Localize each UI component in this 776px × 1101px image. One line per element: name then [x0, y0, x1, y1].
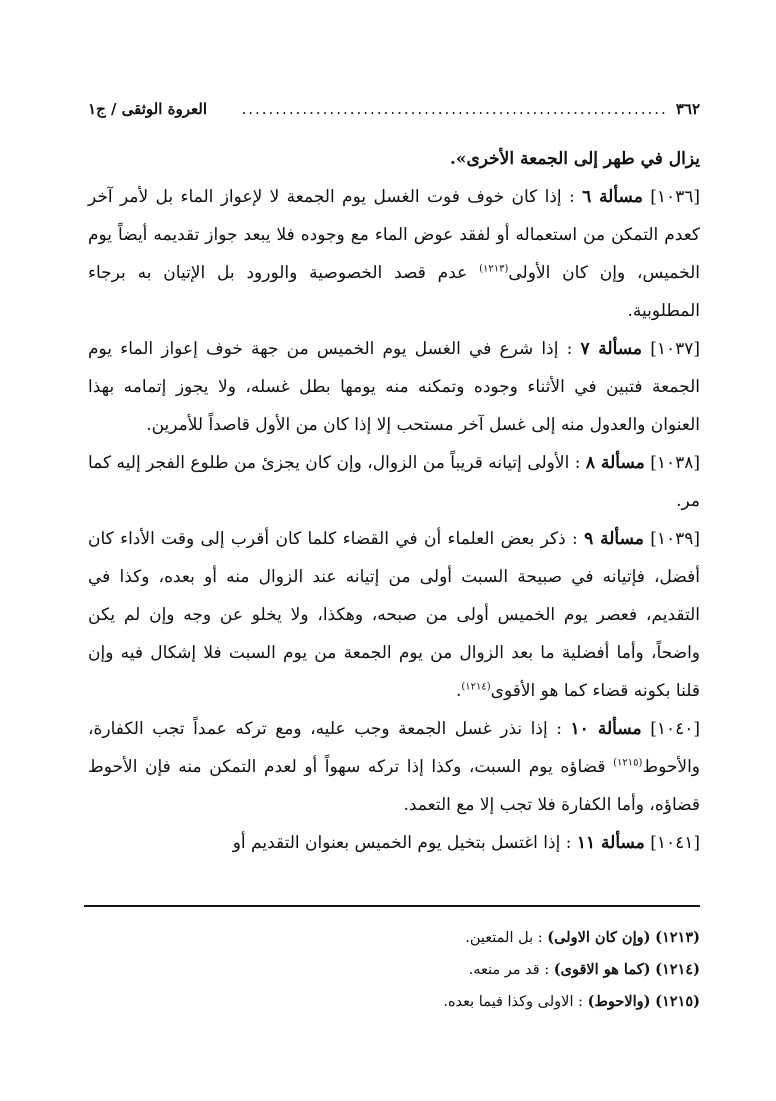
footnote-marker: (١٢١٤) — [461, 681, 491, 693]
paragraph-text-after: . — [455, 681, 462, 701]
masala-paragraph — [88, 710, 700, 824]
masala-paragraph — [88, 520, 700, 710]
footnote-number: (١٢١٥) — [655, 993, 700, 1010]
book-title: العروة الوثقى / ج١ — [88, 100, 207, 118]
paragraph-text: : إذا نذر غسل الجمعة وجب عليه، ومع تركه عمداً تجب الكفارة، والأحوط — [88, 719, 700, 777]
masala-paragraph — [88, 444, 700, 520]
masala-number: [١٠٤١] — [650, 833, 700, 853]
footnote-item — [88, 986, 700, 1018]
footnote-text: : بل المتعين. — [465, 930, 543, 946]
footnote-number: (١٢١٣) — [655, 929, 700, 946]
footnote-marker: (١٢١٥) — [613, 757, 643, 769]
footnote-reference: (والاحوط) — [587, 993, 651, 1010]
masala-paragraph — [88, 824, 700, 862]
masala-paragraph — [88, 178, 700, 330]
footnote-separator — [84, 905, 700, 907]
footnote-marker: (١٢١٣) — [479, 263, 509, 275]
masala-number: [١٠٣٨] — [650, 453, 701, 473]
masala-label: مسألة ٨ — [585, 453, 645, 473]
paragraph-text-after: قضاؤه يوم السبت، وكذا إذا تركه سهواً أو لعدم التمكن منه فإن الأحوط قضاؤه، وأما الكفارة فلا تجب إلا مع التعمد. — [88, 757, 700, 815]
footnote-reference: (كما هو الاقوى) — [553, 961, 651, 978]
header-leader-dots: ............................................................... — [241, 100, 668, 118]
paragraph-text: : إذا اغتسل بتخيل يوم الخميس بعنوان التقديم أو — [232, 833, 572, 853]
paragraph-text: : الأولى إتيانه قريباً من الزوال، وإن كان يجزئ من طلوع الفجر إليه كما مر. — [88, 453, 700, 511]
paragraph-text: : إذا شرع في الغسل يوم الخميس من جهة خوف إعواز الماء يوم الجمعة فتبين في الأثناء وجوده وتمكنه منه يومها بطل غسله، ولا يجوز إتمامه بهذا العنوان والعدول منه إلى غسل آخر مستحب إلا إذا كان من الأول قاصداً للأمرين. — [88, 339, 700, 435]
footnote-item — [88, 954, 700, 986]
footnote-number: (١٢١٤) — [655, 961, 700, 978]
masala-label: مسألة ٦ — [582, 187, 643, 207]
paragraph-text: : إذا كان خوف فوت الغسل يوم الجمعة لا لإعواز الماء بل لأمر آخر كعدم التمكن من استعماله أو لفقد عوض الماء مع وجوده فلا يبعد جواز تقديمه أيضاً يوم الخميس، وإن كان الأولى — [88, 187, 700, 283]
main-text — [88, 140, 700, 862]
masala-number: [١٠٣٩] — [650, 529, 701, 549]
paragraph-text: : ذكر بعض العلماء أن في القضاء كلما كان أقرب إلى وقت الأداء كان أفضل، فإتيانه في صبيحة السبت أولى من إتيانه عند الزوال منه أو بعده، وكذا في التقديم، فعصر يوم الخميس أولى من صبحه، وهكذا، ولا يخلو عن وجه وإن لم يكن واضحاً، وأما أفضلية ما بعد الزوال من يوم الجمعة من يوم السبت فلا إشكال فيه وإن قلنا بكونه قضاء كما هو الأقوى — [88, 529, 700, 701]
masala-label: مسألة ١٠ — [570, 719, 642, 739]
running-header — [88, 94, 700, 124]
masala-label: مسألة ١١ — [576, 833, 645, 853]
masala-number: [١٠٣٦] — [650, 187, 700, 207]
page-number: ٣٦٢ — [675, 100, 700, 118]
paragraph-text-after: عدم قصد الخصوصية والورود بل الإتيان به برجاء المطلوبية. — [88, 263, 700, 321]
masala-number: [١٠٤٠] — [650, 719, 700, 739]
paragraph-continuation — [88, 140, 700, 178]
masala-paragraph — [88, 330, 700, 444]
footnote-text: : الاولى وكذا فيما بعده. — [443, 994, 583, 1010]
masala-number: [١٠٣٧] — [650, 339, 700, 359]
paragraph-text: يزال في طهر إلى الجمعة الأخرى». — [449, 149, 700, 169]
masala-label: مسألة ٩ — [584, 529, 644, 549]
footnote-reference: (وإن كان الاولى) — [547, 929, 651, 946]
footnotes — [88, 922, 700, 1018]
masala-label: مسألة ٧ — [580, 339, 643, 359]
footnote-text: : قد مر منعه. — [468, 962, 550, 978]
footnote-item — [88, 922, 700, 954]
